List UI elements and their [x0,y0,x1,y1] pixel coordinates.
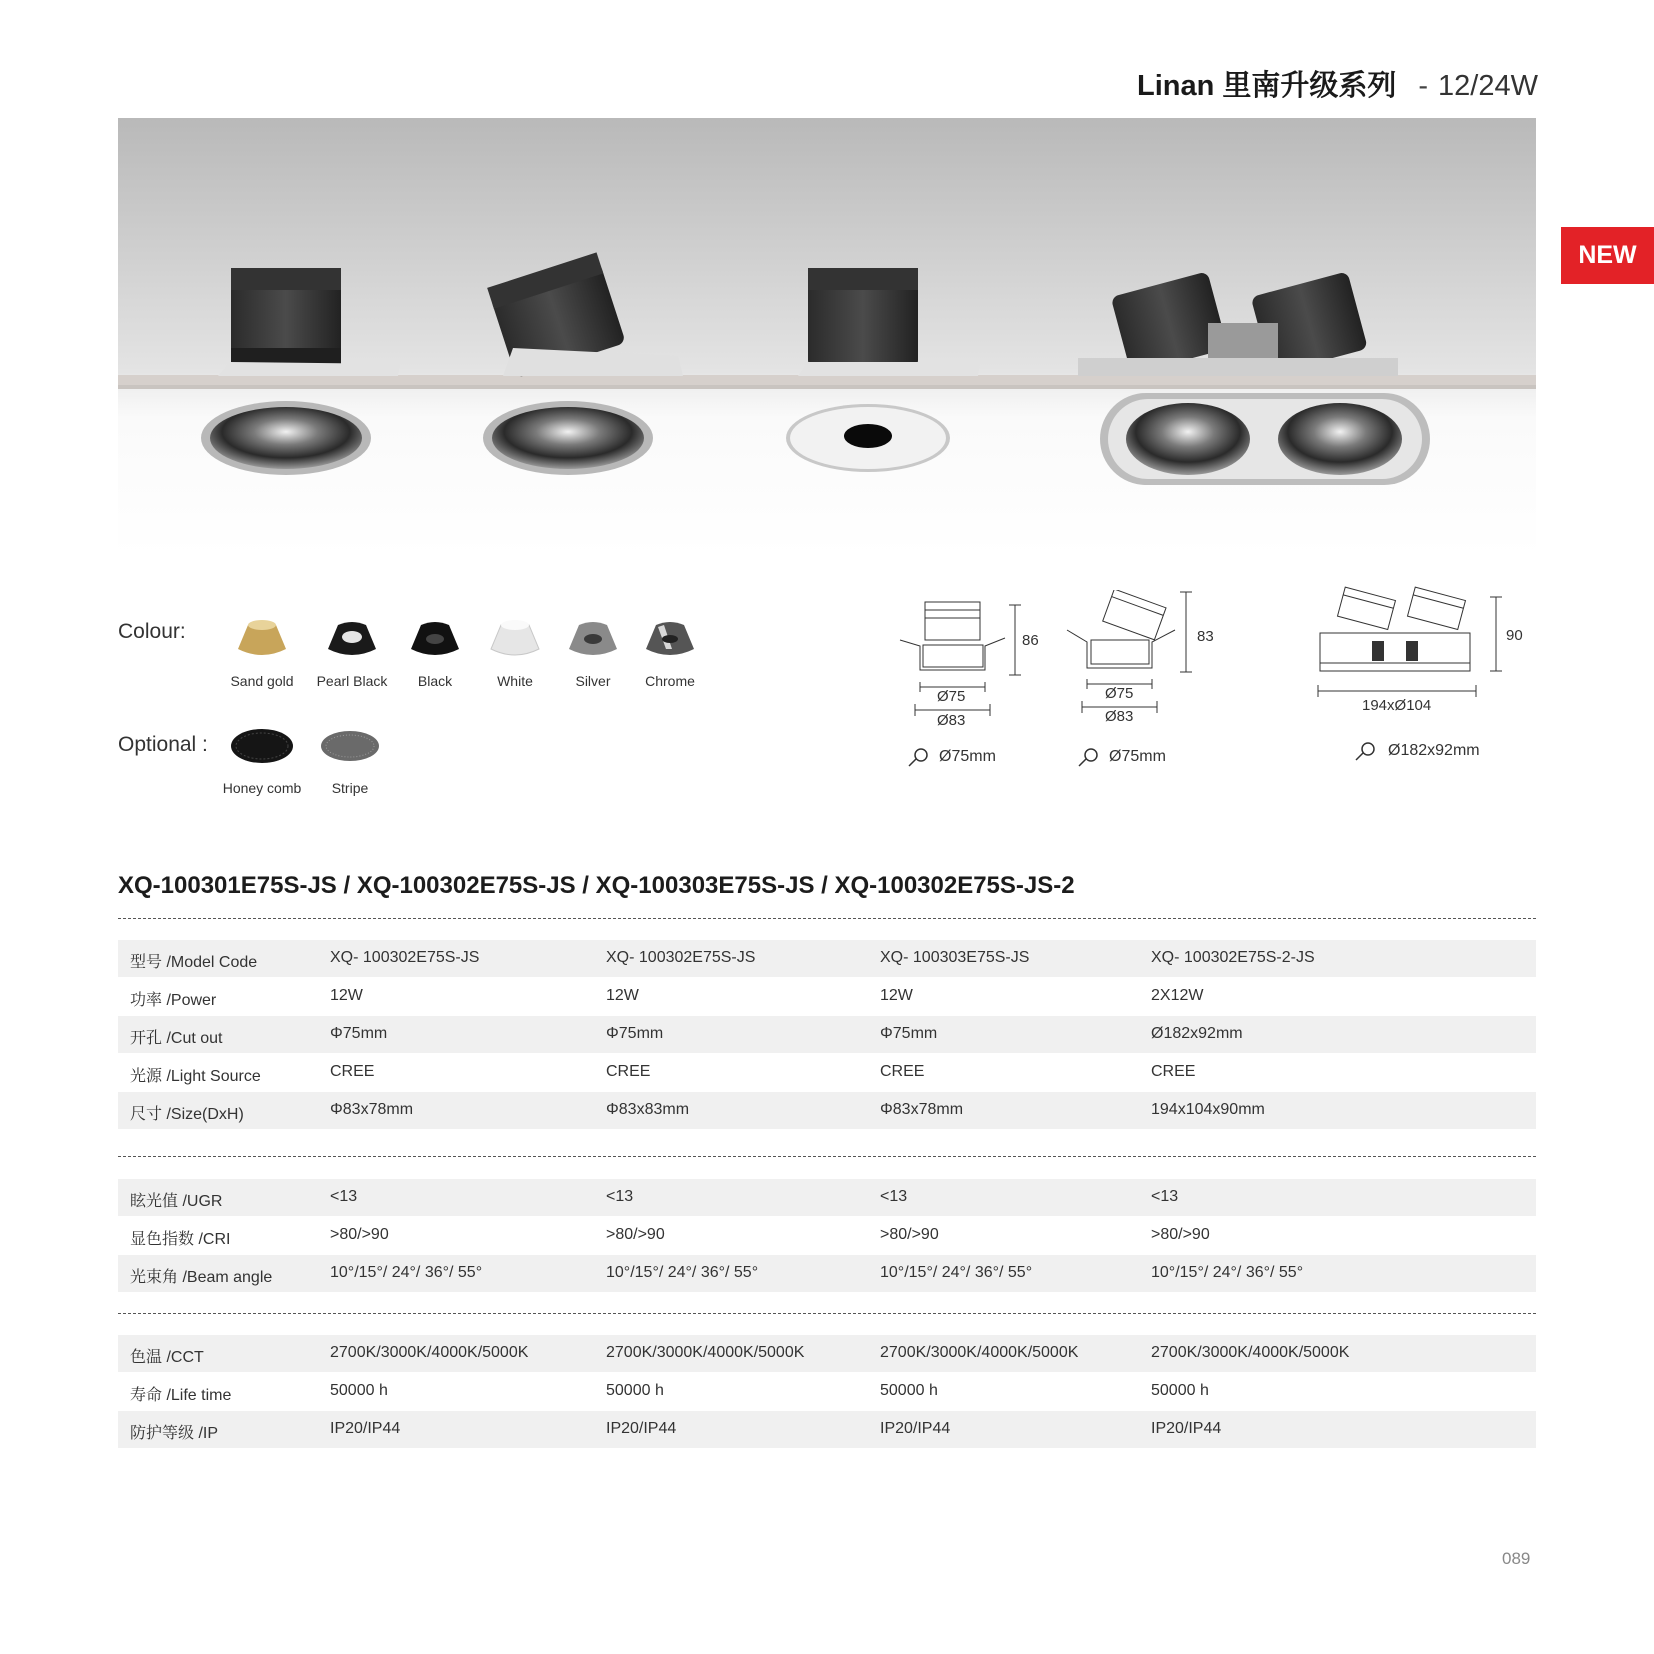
spec-label: 防护等级 /IP [130,1425,219,1442]
spec-value: 2700K/3000K/4000K/5000K [606,1344,805,1361]
spec-value: Ø182x92mm [1151,1025,1243,1042]
divider [118,918,1536,919]
spec-label: 型号 /Model Code [130,954,258,971]
spec-value: 10°/15°/ 24°/ 36°/ 55° [1151,1264,1304,1281]
spec-row-model-code [118,940,1536,977]
spec-value: 10°/15°/ 24°/ 36°/ 55° [330,1264,483,1281]
spec-label: 光源 /Light Source [130,1068,261,1085]
spec-row-light-source [118,1054,1536,1091]
cutout-icon [1354,741,1378,766]
dim-height: 86 [1022,632,1039,649]
spec-value: 50000 h [330,1382,388,1399]
spec-value: Φ75mm [880,1025,938,1042]
spec-value: Φ75mm [330,1025,388,1042]
spec-value: <13 [880,1188,908,1205]
cutout-icon [907,747,931,772]
spec-value: XQ- 100302E75S-JS [330,949,480,966]
swatch-label: Silver [575,673,611,689]
dimension-drawing-2 [1065,590,1225,790]
wattage-label: 12/24W [1438,70,1538,102]
spec-row-ugr [118,1179,1536,1216]
swatch-label: Chrome [645,673,695,689]
spec-value: 50000 h [1151,1382,1209,1399]
dim-size: 194xØ104 [1362,697,1432,714]
title-separator: - [1418,70,1429,102]
optional-label-honeycomb: Honey comb [222,780,302,796]
spec-value: >80/>90 [330,1226,389,1243]
spec-value: 2700K/3000K/4000K/5000K [330,1344,529,1361]
spec-value: Φ83x78mm [880,1101,964,1118]
spec-value: 194x104x90mm [1151,1101,1265,1118]
spec-value: Φ75mm [606,1025,664,1042]
spec-value: 10°/15°/ 24°/ 36°/ 55° [880,1264,1033,1281]
downlight-1 [201,268,400,475]
dim-height: 83 [1197,628,1214,645]
spec-label: 眩光值 /UGR [130,1193,223,1210]
swatch-label: Black [417,673,453,689]
spec-value: 12W [330,987,363,1004]
divider [118,1156,1536,1157]
spec-label: 光束角 /Beam angle [130,1269,273,1286]
spec-label: 寿命 /Life time [130,1387,232,1404]
spec-value: 12W [606,987,639,1004]
spec-row-cri [118,1217,1536,1254]
spec-value: Φ83x78mm [330,1101,414,1118]
swatch-label: Pearl Black [316,673,388,689]
spec-value: 2700K/3000K/4000K/5000K [1151,1344,1350,1361]
swatch-label: Sand gold [230,673,294,689]
spec-row-life-time [118,1373,1536,1410]
dim-inner: Ø75 [1105,685,1134,702]
models-title: XQ-100301E75S-JS / XQ-100302E75S-JS / XQ-100303E75S-JS / XQ-100302E75S-JS-2 [118,872,1075,899]
series-title: Linan 里南升级系列 [1136,70,1397,102]
spec-value: <13 [1151,1188,1179,1205]
spec-label: 显色指数 /CRI [130,1231,231,1248]
spec-value: IP20/IP44 [606,1420,677,1437]
spec-value: XQ- 100302E75S-2-JS [1151,949,1315,966]
spec-value: >80/>90 [880,1226,939,1243]
spec-value: <13 [330,1188,358,1205]
spec-value: 12W [880,987,913,1004]
colour-label: Colour: [118,620,186,643]
spec-row-power [118,978,1536,1015]
dim-outer: Ø83 [937,712,966,729]
spec-value: CREE [606,1063,651,1080]
spec-value: >80/>90 [1151,1226,1210,1243]
product-photo [118,118,1536,556]
cutout-size: Ø75mm [1109,748,1166,765]
spec-label: 尺寸 /Size(DxH) [130,1106,244,1123]
cutout-icon [1077,747,1101,772]
spec-value: IP20/IP44 [1151,1420,1222,1437]
spec-value: <13 [606,1188,634,1205]
spec-value: 10°/15°/ 24°/ 36°/ 55° [606,1264,759,1281]
spec-label: 色温 /CCT [130,1349,204,1366]
spec-value: IP20/IP44 [330,1420,401,1437]
spec-value: 50000 h [880,1382,938,1399]
optional-honeycomb [212,728,312,798]
dim-inner: Ø75 [937,688,966,705]
spec-row-cutout [118,1016,1536,1053]
swatch-chrome [620,615,720,705]
swatch-sand-gold [212,615,312,705]
spec-value: XQ- 100303E75S-JS [880,949,1030,966]
spec-value: CREE [330,1063,375,1080]
optional-label-stripe: Stripe [331,780,369,796]
new-badge: NEW [1561,227,1654,284]
spec-value: IP20/IP44 [880,1420,951,1437]
spec-value: >80/>90 [606,1226,665,1243]
page-number: 089 [1502,1549,1531,1568]
spec-value: Φ83x83mm [606,1101,690,1118]
swatch-label: White [497,673,533,689]
optional-label: Optional : [118,733,208,756]
spec-value: 50000 h [606,1382,664,1399]
dimension-drawing-1 [895,590,1055,790]
downlight-3 [786,268,980,472]
spec-value: CREE [880,1063,925,1080]
dim-height: 90 [1506,627,1523,644]
spec-row-ip [118,1411,1536,1448]
spec-value: 2X12W [1151,987,1204,1004]
spec-value: CREE [1151,1063,1196,1080]
dimension-drawing-3 [1310,585,1530,785]
divider [118,1313,1536,1314]
spec-row-beam-angle [118,1255,1536,1292]
spec-row-size [118,1092,1536,1129]
downlight-2 [483,252,683,475]
spec-label: 开孔 /Cut out [130,1030,223,1047]
spec-value: XQ- 100302E75S-JS [606,949,756,966]
spec-label: 功率 /Power [130,992,217,1009]
cutout-size: Ø75mm [939,748,996,765]
dim-outer: Ø83 [1105,708,1134,725]
cutout-size: Ø182x92mm [1388,742,1480,759]
spec-row-cct [118,1335,1536,1372]
spec-value: 2700K/3000K/4000K/5000K [880,1344,1079,1361]
optional-stripe [300,728,400,798]
